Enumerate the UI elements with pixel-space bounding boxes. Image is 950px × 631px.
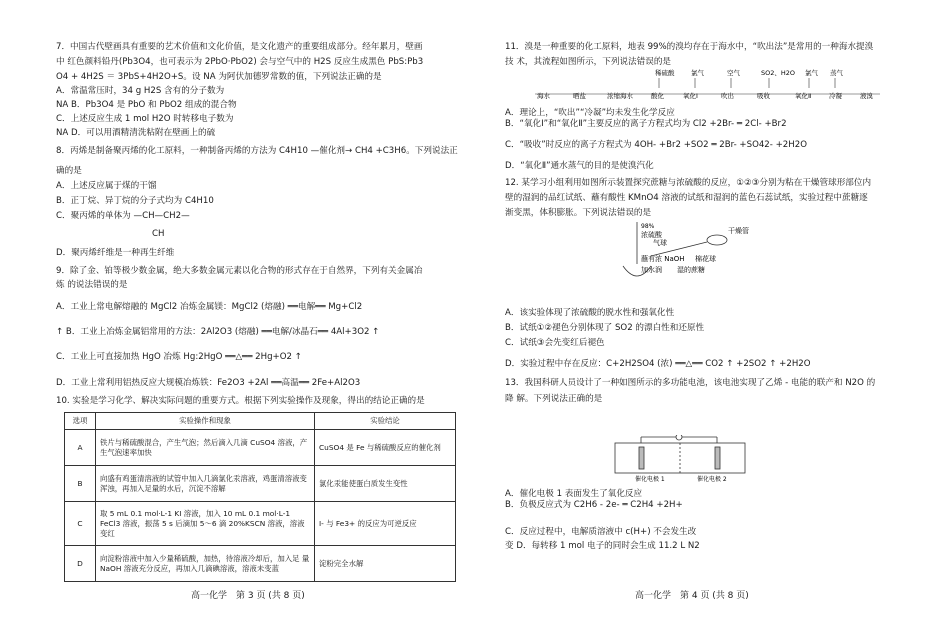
q8-option: C．聚丙烯的单体为 —CH—CH2—: [56, 211, 190, 221]
q13-option: B．负极反应式为 C2H6 - 2e- ═ C2H4 +2H+: [505, 500, 683, 510]
q11-line: 11．溴是一种重要的化工原料，地表 99%的溴均存在于海水中，“吹出法”是常用的一种海水提溴: [505, 42, 874, 52]
table-header: 实验结论: [315, 413, 456, 430]
question-10: 10. 实验是学习化学、解决实际问题的重要方式。根据下列实验操作及现象，得出的结论正确的是: [56, 396, 425, 406]
page-footer: 高一化学 第 4 页 (共 8 页): [635, 591, 749, 601]
fig-label: 加水润: [641, 266, 662, 274]
q9-option: D．工业上常利用铝热反应大规模冶炼铁：Fe2O3 +2Al ══高温══ 2Fe+Al2O3: [56, 378, 361, 388]
page-footer: 高一化学 第 3 页 (共 8 页): [191, 591, 305, 601]
q7-line: O4 + 4H2S ＝ 3PbS+4H2O+S。设 NA 为阿伏加德罗常数的值，下列说法正确的是: [56, 72, 382, 82]
table-cell-conclusion: I- 与 Fe3+ 的反应为可逆反应: [315, 502, 456, 546]
fig-label: 干燥管: [728, 227, 749, 235]
table-row: [65, 466, 456, 502]
q7-option: NA D．可以用酒精清洗粘附在壁画上的硫: [56, 128, 216, 138]
table-cell-option: A: [65, 430, 96, 466]
electrode-label: 催化电极 1: [635, 476, 665, 483]
q13-line: 13．我国科研人员设计了一种如图所示的多功能电池，该电池实现了乙烯 - 电能的联产和 N2O 的: [505, 378, 876, 388]
flow-step: 吹出: [721, 92, 734, 100]
q7-option: NA B．Pb3O4 是 PbO 和 PbO2 组成的混合物: [56, 100, 237, 110]
table-cell-conclusion: 淀粉完全水解: [315, 546, 456, 582]
flow-step: 吸收: [757, 92, 770, 100]
q12-option: C．试纸③会先变红后褪色: [505, 338, 605, 348]
q8-option: D．聚丙烯纤维是一种再生纤维: [56, 248, 175, 258]
table-cell-conclusion: CuSO4 是 Fe 与稀硫酸反应的催化剂: [315, 430, 456, 466]
q13-line: 降 解。下列说法正确的是: [505, 394, 603, 404]
q8-option: A．上述反应属于煤的干馏: [56, 181, 157, 191]
flow-step: 晒盐: [573, 92, 586, 100]
flow-top-label: 氯气: [691, 69, 704, 77]
table-cell-option: B: [65, 466, 96, 502]
flow-step: 浓缩海水: [607, 92, 633, 100]
flow-step: 海水: [537, 92, 550, 100]
q13-option: A．催化电极 1 表面发生了氧化反应: [505, 489, 643, 499]
q11-option: D．“氧化Ⅱ”通水蒸气的目的是使溴汽化: [505, 161, 654, 171]
q11-line: 技 术，其流程如图所示，下列说法错误的是: [505, 57, 672, 67]
table-header: 实验操作和现象: [96, 413, 315, 430]
q8-line: 8．丙烯是制备聚丙烯的化工原料，一种制备丙烯的方法为 C4H10 —催化剂→ CH4 +C3H6。下列说法正: [56, 146, 458, 156]
table-cell-conclusion: 氯化汞能使蛋白质发生变性: [315, 466, 456, 502]
q9-option: C．工业上可直接加热 HgO 冶炼 Hg:2HgO ══△══ 2Hg+O2 ↑: [56, 352, 302, 362]
table-row: [65, 546, 456, 582]
table-cell-option: D: [65, 546, 96, 582]
fig-label: 棉花球: [695, 255, 716, 263]
bromine-flow-diagram: [535, 68, 880, 104]
flow-steps: [537, 91, 874, 100]
q13-option: 变 D．每转移 1 mol 电子的同时会生成 11.2 L N2: [505, 541, 700, 551]
q7-option: A．常温常压时，34 g H2S 含有的分子数为: [56, 86, 225, 96]
q12-option: D．实验过程中存在反应：C+2H2SO4 (浓) ══△══ CO2 ↑ +2SO2 ↑ +2H2O: [505, 359, 811, 369]
right-page: [505, 0, 910, 631]
flow-step: 液溴: [860, 92, 873, 100]
flow-top-label: SO2、H2O: [761, 69, 796, 77]
fig-label: 气球: [653, 239, 667, 247]
table-header: 选项: [65, 413, 96, 430]
table-cell-operation: 铁片与稀硫酸混合，产生气泡；然后滴入几滴 CuSO4 溶液，产 生气泡速率加快: [96, 430, 315, 466]
flow-top-label: 稀硫酸: [655, 69, 675, 77]
flow-step: 酸化: [651, 92, 664, 100]
q8-line: 确的是: [56, 166, 82, 176]
q9-option: ↑ B．工业上冶炼金属铝常用的方法：2Al2O3 (熔融) ══电解/冰晶石══ 4Al+3O2 ↑: [56, 327, 380, 337]
fig-label: 浓硫酸: [641, 231, 662, 239]
flow-top-label: 氯气: [805, 69, 818, 77]
left-page: [56, 0, 458, 631]
q9-option: A．工业上常电解熔融的 MgCl2 冶炼金属镁：MgCl2 (熔融) ══电解══ Mg+Cl2: [56, 302, 363, 312]
table-cell-operation: 取 5 mL 0.1 mol·L-1 KI 溶液，加入 10 mL 0.1 mol·L-1 FeCl3 溶液，振荡 5 s 后滴加 5～6 滴 20%KSCN 溶液，溶液变红: [96, 502, 315, 546]
flow-step: 氧化Ⅰ: [683, 92, 698, 100]
table-cell-option: C: [65, 502, 96, 546]
sucrose-apparatus-figure: [615, 220, 765, 286]
fig-label: 蘸有浓 NaOH: [641, 255, 685, 263]
q12-line: 壁的湿润的品红试纸、蘸有酸性 KMnO4 溶液的试纸和湿润的蓝色石蕊试纸，实验过程中蔗糖逐: [505, 193, 868, 203]
q13-option: C．反应过程中，电解质溶液中 c(H+) 不会发生改: [505, 527, 697, 537]
q12-option: A．该实验体现了浓硫酸的脱水性和强氧化性: [505, 308, 675, 318]
q8-option: B．正丁烷、异丁烷的分子式均为 C4H10: [56, 196, 214, 206]
q11-option: C．“吸收”时反应的离子方程式为 4OH- +Br2 +SO2 ═ 2Br- +SO42- +2H2O: [505, 140, 807, 150]
q8-monomer-branch: CH: [152, 229, 165, 239]
q12-line: 12. 某学习小组利用如图所示装置探究蔗糖与浓硫酸的反应，①②③分别为粘在干燥管球形部位内: [505, 178, 872, 188]
flow-step: 氧化Ⅱ: [795, 92, 812, 100]
q11-option: B．“氧化Ⅰ”和“氧化Ⅱ”主要反应的离子方程式均为 Cl2 +2Br- ═ 2Cl- +Br2: [505, 119, 787, 129]
table-cell-operation: 向淀粉溶液中加入少量稀硫酸，加热，待溶液冷却后，加入足 量 NaOH 溶液充分反应，再加入几滴碘溶液，溶液未变蓝: [96, 546, 315, 582]
flow-top-label: 蒸气: [830, 69, 843, 77]
flow-step: 冷凝: [829, 92, 842, 100]
electrode-label: 催化电极 2: [697, 476, 727, 483]
q7-line: 7．中国古代壁画具有重要的艺术价值和文化价值，是文化遗产的重要组成部分。经年累月，壁画: [56, 42, 423, 52]
table-header-row: [65, 413, 456, 430]
experiment-table: [64, 412, 456, 582]
q9-line: 9．除了金、铂等极少数金属，绝大多数金属元素以化合物的形式存在于自然界，下列有关金属冶: [56, 266, 423, 276]
q12-option: B．试纸①②褪色分别体现了 SO2 的漂白性和还原性: [505, 323, 705, 333]
table-row: [65, 430, 456, 466]
q7-line: 中 红色颜料铅丹(Pb3O4，也可表示为 2PbO·PbO2) 会与空气中的 H2S 反应生成黑色 PbS:Pb3: [56, 57, 424, 67]
fig-label: 湿的蔗糖: [677, 266, 705, 274]
q11-option: A．理论上，“吹出”“冷凝”均未发生化学反应: [505, 108, 675, 118]
battery-cell-figure: [605, 435, 755, 485]
q9-line: 炼 的说法错误的是: [56, 280, 128, 290]
table-row: [65, 502, 456, 546]
fig-label: 98%: [641, 223, 655, 230]
q12-line: 渐变黑，体积膨胀。下列说法错误的是: [505, 208, 652, 218]
q7-option: C．上述反应生成 1 mol H2O 时转移电子数为: [56, 114, 234, 124]
flow-top-label: 空气: [727, 69, 740, 77]
table-cell-operation: 向盛有鸡蛋清溶液的试管中加入几滴氯化汞溶液，鸡蛋清溶液变浑浊，再加入足量的水后，沉淀不溶解: [96, 466, 315, 502]
